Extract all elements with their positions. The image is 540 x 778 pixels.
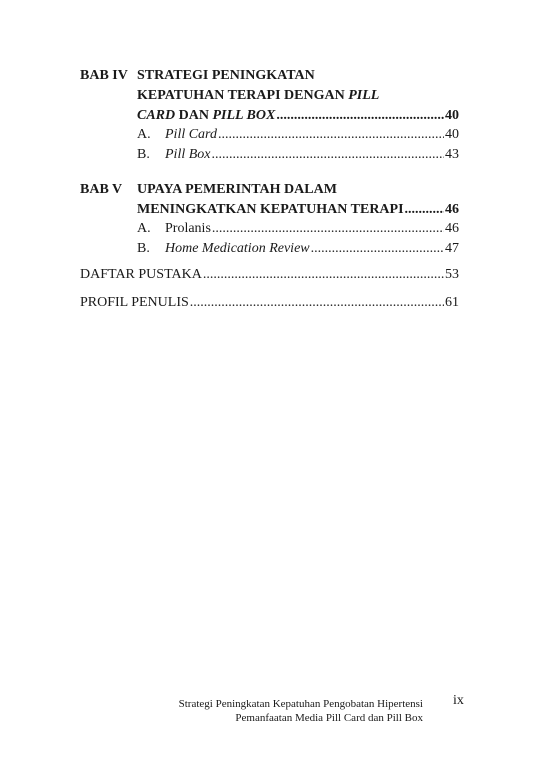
item-title: Pill Card	[165, 127, 217, 142]
chapter-title-text: DAN	[175, 108, 213, 123]
item-title: Pill Box	[165, 147, 211, 162]
toc-entry-daftar-pustaka[interactable]	[80, 266, 459, 284]
toc-entry-pill-box[interactable]	[137, 146, 459, 164]
page-number: 53	[445, 267, 459, 282]
page-number: 40	[445, 127, 459, 142]
chapter-title-italic: PILL BOX	[212, 108, 276, 123]
footer-line-2: Pemanfaatan Media Pill Card dan Pill Box	[235, 712, 423, 724]
item-title: DAFTAR PUSTAKA	[80, 267, 202, 282]
chapter-title-italic: CARD	[137, 108, 176, 123]
item-letter: A.	[137, 221, 151, 236]
chapter-label-bab-v: BAB V	[80, 182, 123, 197]
toc-entry-bab-iv[interactable]	[137, 107, 459, 125]
dot-leader	[212, 146, 445, 164]
item-letter: A.	[137, 127, 151, 142]
chapter-label-bab-iv: BAB IV	[80, 68, 128, 83]
footer-line-1: Strategi Peningkatan Kepatuhan Pengobatan Hipertensi	[178, 698, 423, 710]
page-number: 46	[445, 221, 459, 236]
item-letter: B.	[137, 147, 150, 162]
page-number: 43	[445, 147, 459, 162]
toc-entry-prolanis[interactable]	[137, 220, 459, 238]
item-title: Home Medication Review	[165, 241, 310, 256]
item-letter: B.	[137, 241, 150, 256]
toc-entry-pill-card[interactable]	[137, 126, 459, 144]
toc-entry-profil-penulis[interactable]	[80, 294, 459, 312]
page-number: 61	[445, 295, 459, 310]
dot-leader	[190, 294, 444, 312]
page-number: 46	[445, 202, 459, 217]
dot-leader	[405, 201, 444, 219]
page-number-roman: ix	[453, 693, 464, 708]
page-number: 40	[445, 108, 459, 123]
chapter-title-line3	[137, 107, 275, 125]
chapter-title-line1: UPAYA PEMERINTAH DALAM	[137, 182, 337, 197]
chapter-title-line2	[137, 87, 379, 105]
toc-entry-bab-v[interactable]	[137, 201, 459, 219]
item-title: PROFIL PENULIS	[80, 295, 189, 310]
chapter-title-line2: MENINGKATKAN KEPATUHAN TERAPI	[137, 202, 404, 217]
dot-leader	[311, 240, 444, 258]
item-title: Prolanis	[165, 221, 211, 236]
page-number: 47	[445, 241, 459, 256]
chapter-title-italic: PILL	[348, 88, 380, 103]
toc-entry-home-medication-review[interactable]	[137, 240, 459, 258]
dot-leader	[212, 220, 444, 238]
chapter-title-line1: STRATEGI PENINGKATAN	[137, 68, 315, 83]
dot-leader	[218, 126, 444, 144]
dot-leader	[203, 266, 444, 284]
chapter-title-text: KEPATUHAN TERAPI DENGAN	[137, 88, 349, 103]
dot-leader	[276, 107, 444, 125]
running-footer	[179, 697, 423, 725]
